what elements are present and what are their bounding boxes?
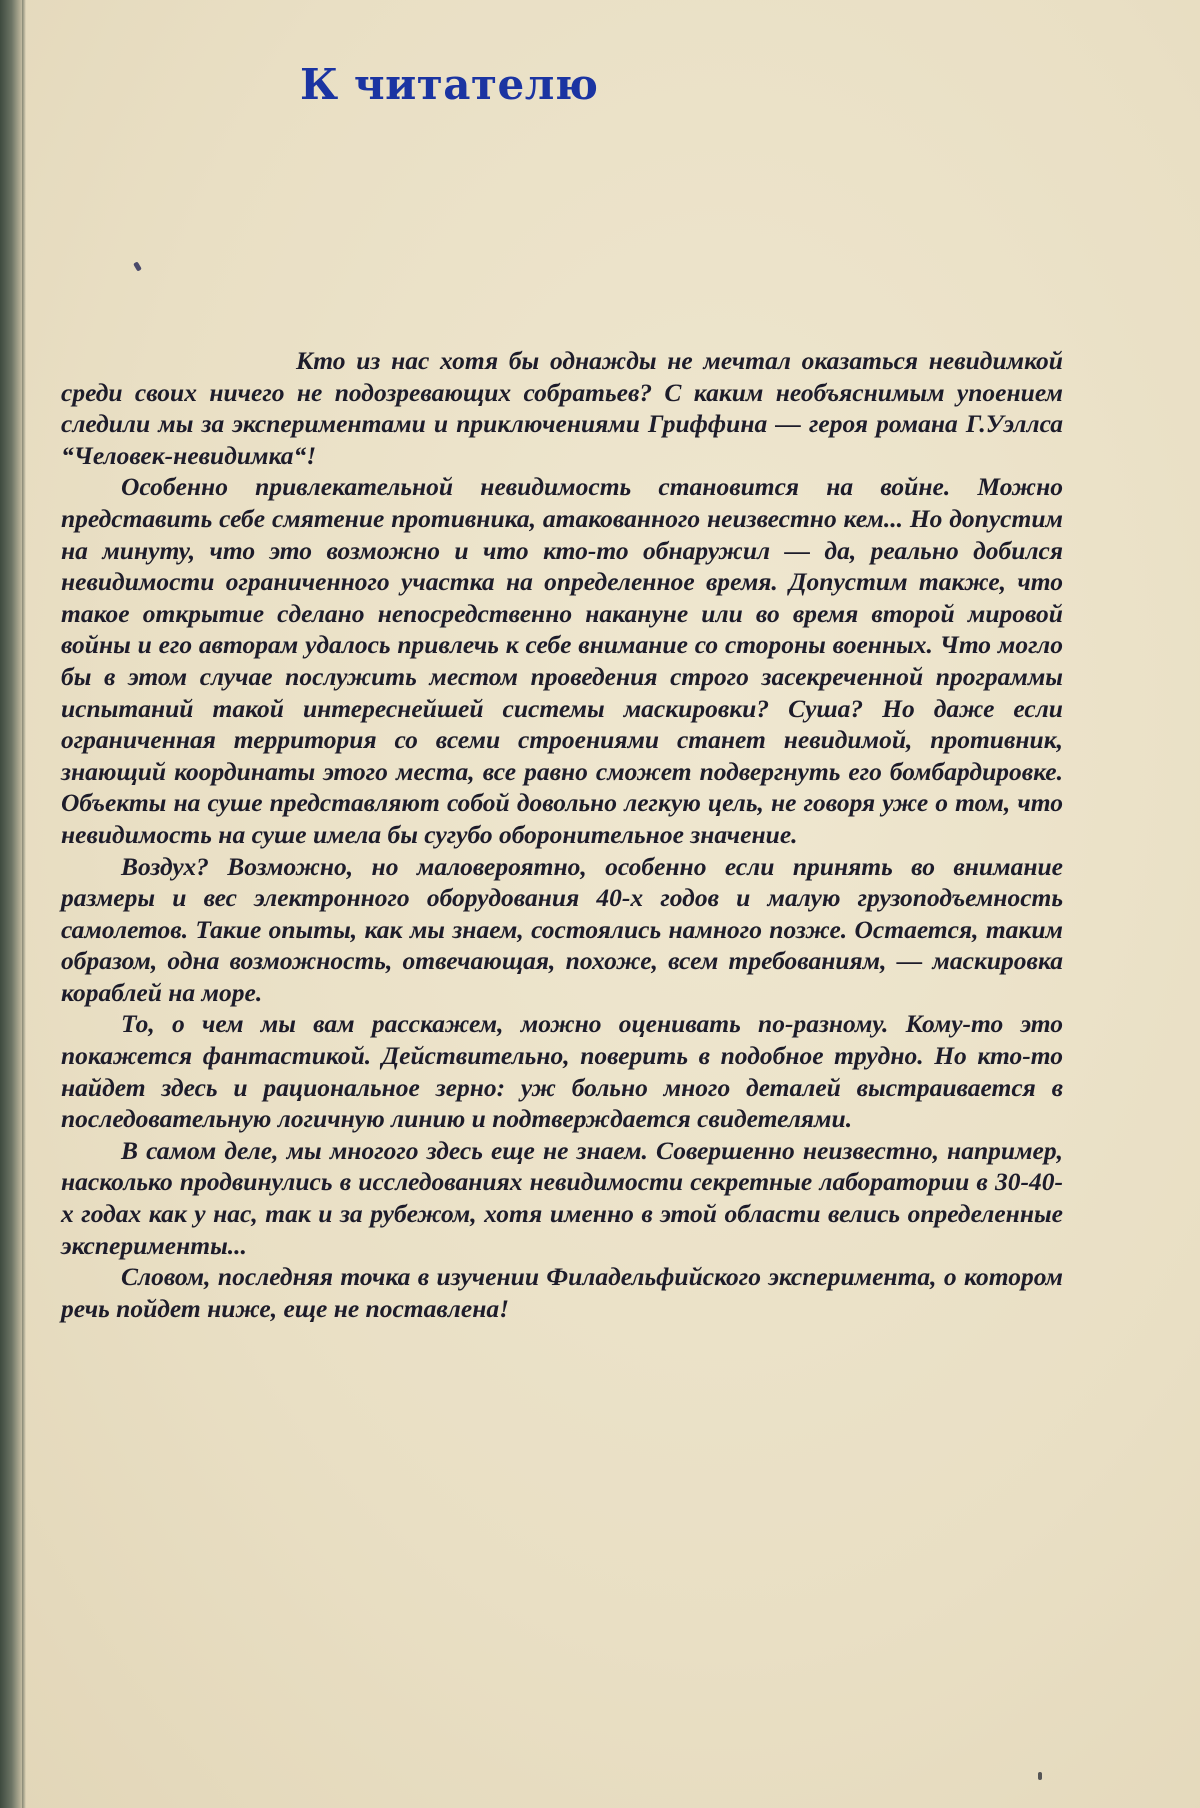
paragraph-4: То, о чем мы вам расскажем, можно оценивать по-разному. Кому-то это покажется фантастикой. Действительно, поверить в подобное трудно. Но кто-то найдет здесь и рациональное зерно: уж больно много деталей выстраивается в последовательную логичную линию и подтверждается свидетелями. xyxy=(61,1009,1063,1134)
print-speck-bottom xyxy=(1038,1772,1042,1780)
paragraph-1: Кто из нас хотя бы однажды не мечтал оказаться невидимкой среди своих ничего не подозревающих собратьев? С каким необъяснимым упоением следили мы за экспериментами и приключениями Гриффина — героя романа Г.Уэллса “Человек-невидимка“! xyxy=(61,346,1063,470)
body-text xyxy=(61,345,1063,1324)
print-speck xyxy=(133,261,142,271)
paragraph-3: Воздух? Возможно, но маловероятно, особенно если принять во внимание размеры и вес электронного оборудования 40-х годов и малую грузоподъемность самолетов. Такие опыты, как мы знаем, состоялись намного позже. Остается, таким образом, одна возможность, отвечающая, похоже, всем требованиям, — маскировка кораблей на море. xyxy=(61,851,1063,1007)
spine-fold xyxy=(22,0,26,1808)
paragraph-2: Особенно привлекательной невидимость становится на войне. Можно представить себе смятение противника, атакованного неизвестно кем... Но допустим на минуту, что это возможно и что кто-то обнаружил — да, реально добился невидимости ограниченного участка на определенное время. Допустим также, что такое открытие сделано непосредственно накануне или во время второй мировой войны и его авторам удалось привлечь к себе внимание со стороны военных. Что могло бы в этом случае послужить местом проведения строго засекреченной программы испытаний такой интереснейшей системы маскировки? Суша? Но даже если ограниченная территория со всеми строениями станет невидимой, противник, знающий координаты этого места, все равно сможет подвергнуть его бомбардировке. Объекты на суше представляют собой довольно легкую цель, не говоря уже о том, что невидимость на суше имела бы сугубо оборонительное значение. xyxy=(61,472,1063,849)
paragraph-5: В самом деле, мы многого здесь еще не знаем. Совершенно неизвестно, например, насколько продвинулись в исследованиях невидимости секретные лаборатории в 30-40-х годах как у нас, так и за рубежом, хотя именно в этой области велись определенные эксперименты... xyxy=(61,1135,1063,1260)
page-title: К читателю xyxy=(300,60,599,109)
paragraph-6: Словом, последняя точка в изучении Филадельфийского эксперимента, о котором речь пойдет ниже, еще не поставлена! xyxy=(61,1262,1063,1323)
